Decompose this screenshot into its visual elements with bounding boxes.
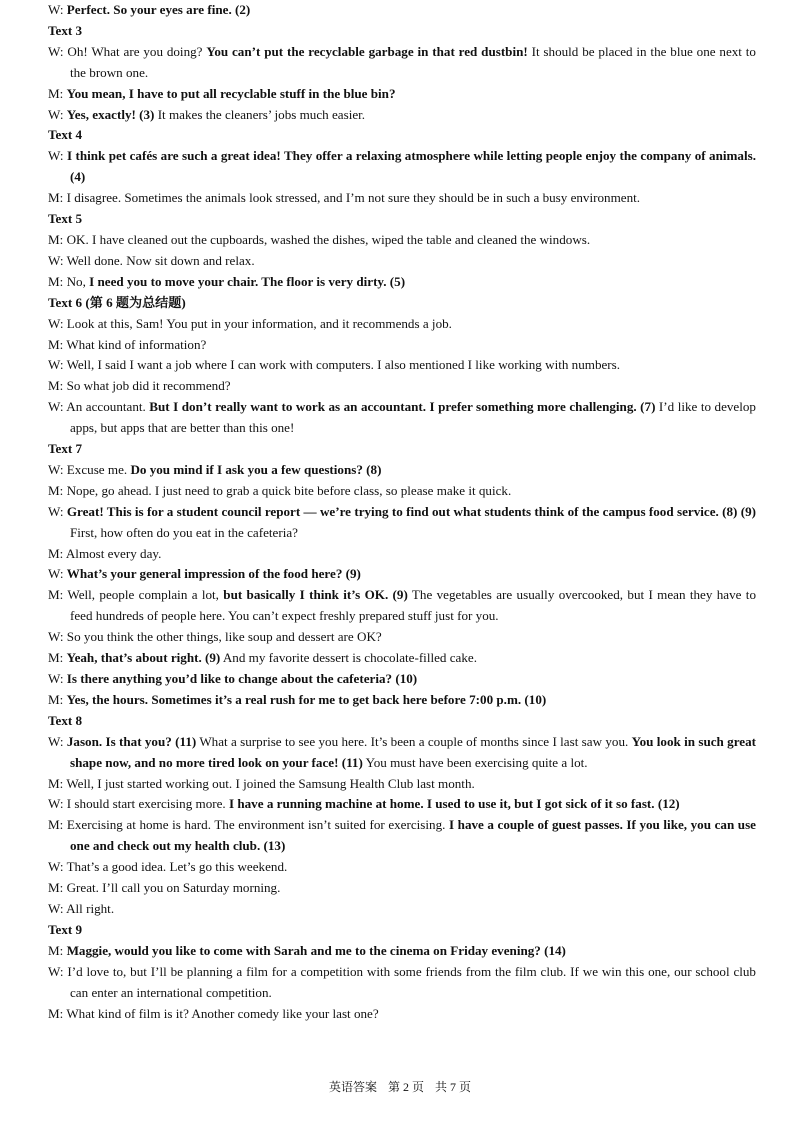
dialogue-text: That’s a good idea. Let’s go this weekend. — [66, 859, 288, 875]
dialogue-text: I disagree. Sometimes the animals look stressed, and I’m not sure they should be in such a busy environment. — [66, 190, 641, 206]
section-heading: Text 9 — [48, 921, 83, 937]
dialogue-text: So what job did it recommend? — [66, 378, 231, 394]
dialogue-text: Great. I’ll call you on Saturday morning. — [66, 880, 281, 896]
speaker-label: W: — [48, 671, 64, 686]
speaker-label: M: — [48, 942, 64, 958]
dialogue-line — [48, 544, 756, 565]
dialogue-line — [48, 899, 756, 920]
dialogue-line — [48, 481, 756, 502]
dialogue-line — [48, 355, 756, 376]
dialogue-line — [48, 251, 756, 272]
dialogue-text: So you think the other things, like soup and dessert are OK? — [66, 629, 382, 645]
dialogue-text: I’d like to develop apps, but apps that are better than this one! — [70, 399, 756, 436]
dialogue-text: No, — [66, 273, 90, 289]
dialogue-line — [48, 230, 756, 251]
dialogue-text: Well, I said I want a job where I can work with computers. I also mentioned I like working with numbers. — [66, 357, 621, 373]
dialogue-text: Well done. Now sit down and relax. — [66, 252, 255, 268]
dialogue-line — [48, 669, 756, 690]
dialogue-text: OK. I have cleaned out the cupboards, washed the dishes, wiped the table and cleaned the windows. — [66, 231, 591, 247]
dialogue-text: Excuse me. — [66, 461, 131, 477]
speaker-label: W: — [48, 252, 64, 268]
dialogue-line — [48, 774, 756, 795]
dialogue-line — [48, 627, 756, 648]
dialogue-text: I should start exercising more. — [66, 796, 229, 812]
speaker-label: M: — [48, 775, 64, 791]
speaker-label: W: — [48, 43, 64, 59]
page-footer — [0, 1078, 800, 1095]
answer-text: You can’t put the recyclable garbage in that red dustbin! — [206, 43, 528, 59]
dialogue-text: First, how often do you eat in the cafeteria? — [70, 524, 298, 540]
dialogue-text: What kind of film is it? Another comedy like your last one? — [66, 1005, 379, 1021]
answer-text: Maggie, would you like to come with Sarah and me to the cinema on Friday evening? (14) — [66, 942, 566, 958]
section-heading: Text 5 — [48, 211, 83, 227]
answer-text: but basically I think it’s OK. (9) — [223, 587, 408, 603]
dialogue-text: Oh! What are you doing? — [67, 43, 207, 59]
answer-text: I have a couple of guest passes. If you like, you can use one and check out my health club. (13) — [70, 817, 756, 854]
speaker-label: M: — [48, 817, 64, 833]
dialogue-line — [48, 460, 756, 481]
dialogue-line — [48, 42, 756, 84]
answer-text: I need you to move your chair. The floor is very dirty. (5) — [89, 273, 406, 289]
speaker-label: M: — [48, 231, 64, 247]
speaker-label: M: — [48, 85, 64, 101]
dialogue-text: Almost every day. — [65, 545, 162, 561]
dialogue-text: Exercising at home is hard. The environment isn’t suited for exercising. — [66, 817, 449, 833]
answer-text: Jason. Is that you? (11) — [66, 733, 197, 749]
dialogue-text: What kind of information? — [66, 336, 207, 352]
answer-text: But I don’t really want to work as an accountant. I prefer something more challenging. (7) — [149, 399, 656, 415]
dialogue-line — [48, 335, 756, 356]
speaker-label: M: — [48, 378, 64, 394]
dialogue-text: What a surprise to see you here. It’s been a couple of months since I last saw you. — [196, 733, 632, 749]
dialogue-text: It makes the cleaners’ jobs much easier. — [154, 106, 366, 122]
speaker-label: W: — [48, 796, 64, 812]
section-heading: Text 8 — [48, 712, 83, 728]
answer-text: Do you mind if I ask you a few questions? (8) — [130, 461, 382, 477]
section-heading: Text 4 — [48, 127, 83, 143]
speaker-label: M: — [48, 691, 64, 707]
speaker-label: M: — [48, 880, 64, 896]
dialogue-text: Well, I just started working out. I joined the Samsung Health Club last month. — [66, 775, 475, 791]
dialogue-line — [48, 376, 756, 397]
dialogue-line — [48, 397, 756, 439]
dialogue-text: The vegetables are usually overcooked, but I mean they have to feed hundreds of people here. You can’t expect freshly prepared stuff just for you. — [70, 587, 756, 624]
dialogue-line — [48, 585, 756, 627]
dialogue-line — [48, 941, 756, 962]
document-body — [48, 0, 756, 1024]
answer-text: You mean, I have to put all recyclable stuff in the blue bin? — [66, 85, 396, 101]
speaker-label: W: — [48, 503, 64, 519]
speaker-label: M: — [48, 545, 64, 561]
dialogue-line — [48, 0, 756, 21]
dialogue-line — [48, 648, 756, 669]
footer-subject: 英语答案 — [328, 1080, 377, 1094]
answer-text: You look in such great shape now, and no more tired look on your face! (11) — [70, 733, 757, 770]
dialogue-line — [48, 857, 756, 878]
answer-text: What’s your general impression of the food here? (9) — [66, 566, 361, 582]
dialogue-line — [48, 105, 756, 126]
speaker-label: W: — [48, 357, 64, 373]
answer-text: Great! This is for a student council report — we’re trying to find out what students think of the campus food service. (8) (9) — [66, 503, 756, 519]
answer-text: Is there anything you’d like to change about the cafeteria? (10) — [66, 671, 418, 686]
speaker-label: W: — [48, 566, 64, 582]
speaker-label: M: — [48, 587, 64, 603]
answer-text: I have a running machine at home. I used to use it, but I got sick of it so fast. (12) — [228, 796, 680, 812]
dialogue-line — [48, 815, 756, 857]
answer-text: I think pet cafés are such a great idea! They offer a relaxing atmosphere while letting people enjoy the company of animals. (4) — [66, 148, 756, 185]
speaker-label: M: — [48, 650, 64, 666]
dialogue-line — [48, 502, 756, 544]
dialogue-line — [48, 962, 756, 1004]
speaker-label: M: — [48, 190, 64, 206]
footer-page-number: 第 2 页 — [387, 1080, 424, 1094]
speaker-label: W: — [48, 106, 64, 122]
speaker-label: M: — [48, 273, 64, 289]
dialogue-line — [48, 1004, 756, 1025]
dialogue-text: Look at this, Sam! You put in your information, and it recommends a job. — [66, 315, 452, 331]
speaker-label: M: — [48, 482, 64, 498]
speaker-label: W: — [48, 733, 64, 749]
dialogue-text: And my favorite dessert is chocolate-filled cake. — [220, 650, 477, 666]
dialogue-line — [48, 794, 756, 815]
speaker-label: W: — [48, 399, 64, 415]
section-heading: Text 3 — [48, 22, 83, 38]
dialogue-text: Well, people complain a lot, — [67, 587, 224, 603]
speaker-label: W: — [48, 963, 64, 979]
footer-total-pages: 共 7 页 — [435, 1080, 472, 1094]
speaker-label: M: — [48, 336, 64, 352]
dialogue-text: Nope, go ahead. I just need to grab a quick bite before class, so please make it quick. — [66, 482, 512, 498]
dialogue-text: All right. — [66, 900, 115, 916]
section-heading: Text 6 (第 6 题为总结题) — [48, 294, 186, 310]
dialogue-line — [48, 732, 756, 774]
dialogue-line — [48, 272, 756, 293]
answer-text: Perfect. So your eyes are fine. (2) — [66, 2, 251, 17]
dialogue-line — [48, 690, 756, 711]
speaker-label: W: — [48, 461, 64, 477]
dialogue-line — [48, 188, 756, 209]
speaker-label: W: — [48, 315, 64, 331]
answer-text: Yeah, that’s about right. (9) — [66, 650, 221, 666]
dialogue-text: I’d love to, but I’ll be planning a film for a competition with some friends from the film club. If we win this one, our school club can enter an international competition. — [67, 963, 756, 1000]
speaker-label: W: — [48, 148, 64, 164]
dialogue-line — [48, 314, 756, 335]
dialogue-text: It should be placed in the blue one next to the brown one. — [70, 43, 756, 80]
dialogue-line — [48, 84, 756, 105]
speaker-label: W: — [48, 629, 64, 645]
dialogue-text: You must have been exercising quite a lot. — [362, 754, 588, 770]
speaker-label: W: — [48, 859, 64, 875]
speaker-label: W: — [48, 900, 64, 916]
dialogue-line — [48, 878, 756, 899]
speaker-label: M: — [48, 1005, 64, 1021]
section-heading: Text 7 — [48, 441, 83, 457]
answer-text: Yes, the hours. Sometimes it’s a real rush for me to get back here before 7:00 p.m. (10) — [66, 691, 547, 707]
dialogue-text: An accountant. — [66, 399, 150, 415]
speaker-label: W: — [48, 2, 64, 17]
dialogue-line — [48, 146, 756, 188]
answer-text: Yes, exactly! (3) — [66, 106, 155, 122]
dialogue-line — [48, 564, 756, 585]
